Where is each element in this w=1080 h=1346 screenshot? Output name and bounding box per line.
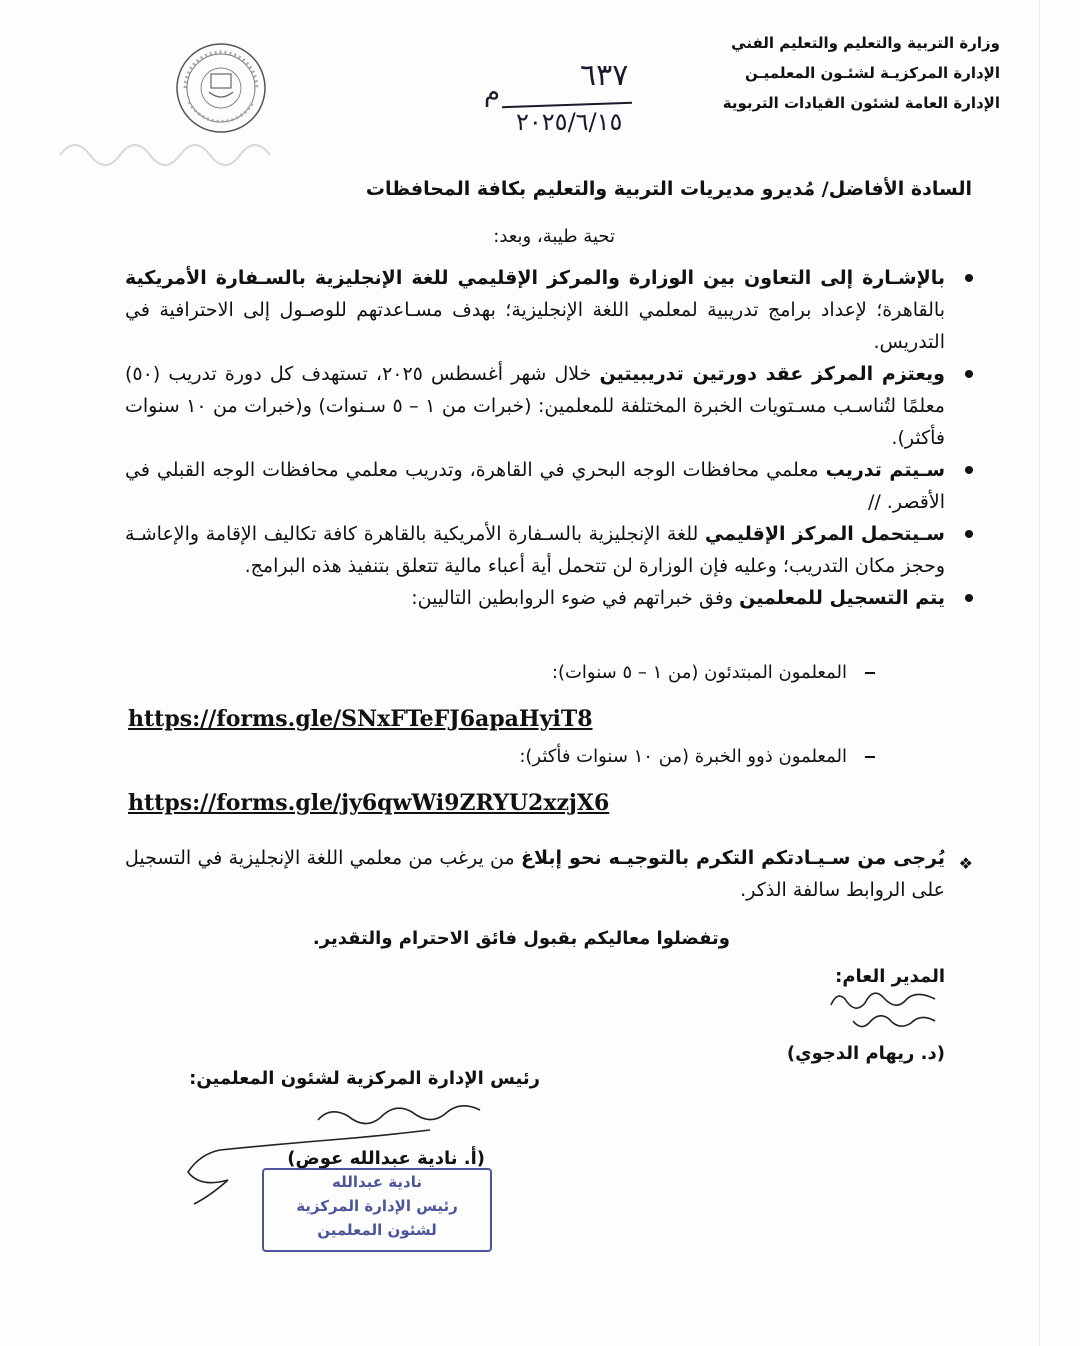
signatory-general-manager [745, 962, 945, 1064]
reference-block [480, 50, 670, 140]
reference-date: ٢٠٢٥/٦/١٥ [516, 108, 623, 136]
beginners-label-row [552, 662, 875, 683]
closing-line: وتفضلوا معاليكم بقبول فائق الاحترام والتقدير. [312, 928, 730, 949]
reference-prefix: م [484, 78, 501, 108]
bullet-dot-icon [965, 466, 973, 474]
bullet-text: بالقاهرة؛ لإعداد برامج تدريبية لمعلمي اللغة الإنجليزية؛ بهدف مسـاعدتهم للوصـول إلى الاحترافية في التدريس. [125, 299, 945, 353]
stamp-line: لشئون المعلمين [317, 1221, 437, 1239]
body-bullets [125, 262, 973, 614]
experienced-registration-link[interactable]: https://forms.gle/jy6qwWi9ZRYU2xzjX6 [128, 790, 610, 816]
diamond-bullet-icon: ❖ [958, 854, 973, 873]
request-note [125, 842, 973, 906]
reference-number: ٦٣٧ [580, 58, 629, 93]
greeting: تحية طيبة، وبعد: [493, 226, 615, 247]
stamp-line: رئيس الإدارة المركزية [296, 1197, 458, 1215]
bullet-item [125, 358, 973, 454]
official-stamp [262, 1168, 492, 1252]
bullet-text: خلال شهر أغسطس ٢٠٢٥، تستهدف كل دورة تدريب (٥٠) معلمًا لتُناسـب مسـتويات الخبرة المختلفة للمعلمين: (خبرات من ١ – ٥ سـنوات) و(خبرات من ١٠ سنوات فأكثر). [125, 363, 945, 449]
bullet-item [125, 454, 973, 518]
bullet-lead: يتم التسجيل للمعلمين [739, 587, 945, 609]
ministry-seal-icon [175, 42, 267, 134]
bullet-lead: سـيتم تدريب [825, 459, 946, 481]
bullet-dot-icon [965, 530, 973, 538]
note-text [125, 842, 973, 906]
bullet-text: وفق خبراتهم في ضوء الروابطين التاليين: [411, 587, 740, 609]
addressee: السادة الأفاضل/ مُديرو مديريات التربية والتعليم بكافة المحافظات [365, 178, 972, 200]
bullet-item [125, 518, 973, 582]
bullet-lead: ويعتزم المركز عقد دورتين تدريبيتين [599, 363, 945, 385]
bullet-dot-icon [965, 370, 973, 378]
bullet-text: للغة الإنجليزية بالسـفارة الأمريكية بالقاهرة كافة تكاليف الإقامة والإعاشـة وحجز مكان التدريب؛ وعليه فإن الوزارة لن تتحمل أية أعباء مالية تتعلق بتنفيذ هذه البرامج. [125, 523, 945, 577]
stamp-line: نادية عبدالله [332, 1173, 422, 1191]
handwritten-signature [795, 987, 945, 1037]
bullet-lead: سـيتحمل المركز الإقليمي [704, 523, 945, 545]
experienced-label-row [519, 746, 875, 767]
ministry-name: وزارة التربية والتعليم والتعليم الفني [731, 34, 1000, 52]
experienced-label: المعلمون ذوو الخبرة (من ١٠ سنوات فأكثر): [519, 746, 847, 767]
faint-stamp-marks [55, 130, 315, 170]
bullet-lead: بالإشـارة إلى التعاون بين الوزارة والمركز الإقليمي للغة الإنجليزية بالسـفارة الأمريكية [125, 267, 945, 289]
signatory-name-2: (أ. نادية عبدالله عوض) [287, 1148, 485, 1169]
signatory-name: (د. ريهام الدجوي) [786, 1043, 945, 1064]
beginners-registration-link[interactable]: https://forms.gle/SNxFTeFJ6apaHyiT8 [128, 706, 593, 732]
dash-icon [865, 756, 875, 758]
signatory-central-admin-title: رئيس الإدارة المركزية لشئون المعلمين: [189, 1068, 540, 1089]
note-rest: من يرغب من معلمي اللغة الإنجليزية في التسجيل على الروابط سالفة الذكر. [125, 847, 945, 901]
note-lead: يُرجى من سـيـادتكم التكرم بالتوجيـه نحو إبلاغ [521, 847, 945, 869]
scan-edge-line [1039, 0, 1040, 1346]
central-admin-name: الإدارة المركزيـة لشئـون المعلميـن [745, 64, 1000, 82]
bullet-dot-icon [965, 594, 973, 602]
dash-icon [865, 672, 875, 674]
bullet-item [125, 582, 973, 614]
bullet-dot-icon [965, 274, 973, 282]
signatory-title: المدير العام: [835, 966, 945, 987]
general-admin-name: الإدارة العامة لشئون القيادات التربوية [722, 94, 1000, 112]
letterhead [723, 28, 1000, 118]
bullet-item [125, 262, 973, 358]
beginners-label: المعلمون المبتدئون (من ١ – ٥ سنوات): [551, 662, 847, 683]
bullet-text: معلمي محافظات الوجه البحري في القاهرة، وتدريب معلمي محافظات الوجه القبلي في الأقصر. // [125, 459, 945, 513]
